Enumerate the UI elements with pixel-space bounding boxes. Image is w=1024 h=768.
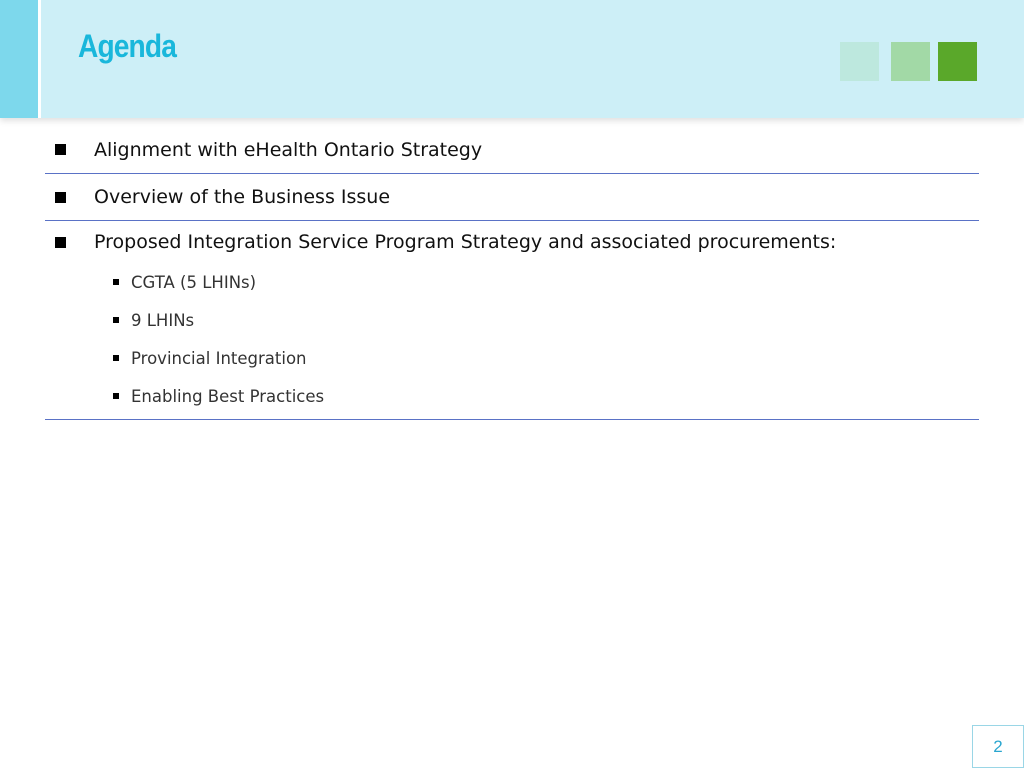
agenda-item [45, 126, 979, 174]
small-square-bullet-icon [113, 317, 119, 323]
square-bullet-icon [55, 192, 66, 203]
decor-square-medium [891, 42, 930, 81]
agenda-item [45, 174, 979, 221]
decor-square-dark [938, 42, 977, 81]
small-square-bullet-icon [113, 393, 119, 399]
agenda-subitem-list [45, 263, 979, 419]
agenda-item-label: Alignment with eHealth Ontario Strategy [94, 138, 483, 161]
page-number: 2 [993, 736, 1003, 756]
agenda-subitem [113, 377, 979, 415]
agenda-item-label: Proposed Integration Service Program Strategy and associated procurements: [94, 231, 837, 253]
header-accent-bar [0, 0, 41, 118]
agenda-item [45, 221, 979, 420]
square-bullet-icon [55, 237, 66, 248]
agenda-list [45, 126, 979, 420]
agenda-subitem [113, 339, 979, 377]
agenda-subitem-label: Provincial Integration [131, 348, 307, 368]
agenda-subitem-label: Enabling Best Practices [131, 386, 325, 406]
small-square-bullet-icon [113, 279, 119, 285]
agenda-item-label: Overview of the Business Issue [94, 186, 391, 208]
agenda-subitem [113, 263, 979, 301]
agenda-subitem-label: CGTA (5 LHINs) [131, 272, 257, 292]
square-bullet-icon [55, 144, 66, 155]
slide-title: Agenda [78, 28, 176, 64]
agenda-subitem-label: 9 LHINs [131, 310, 195, 330]
agenda-subitem [113, 301, 979, 339]
page-number-box [972, 725, 1024, 768]
small-square-bullet-icon [113, 355, 119, 361]
decor-square-light [840, 42, 879, 81]
